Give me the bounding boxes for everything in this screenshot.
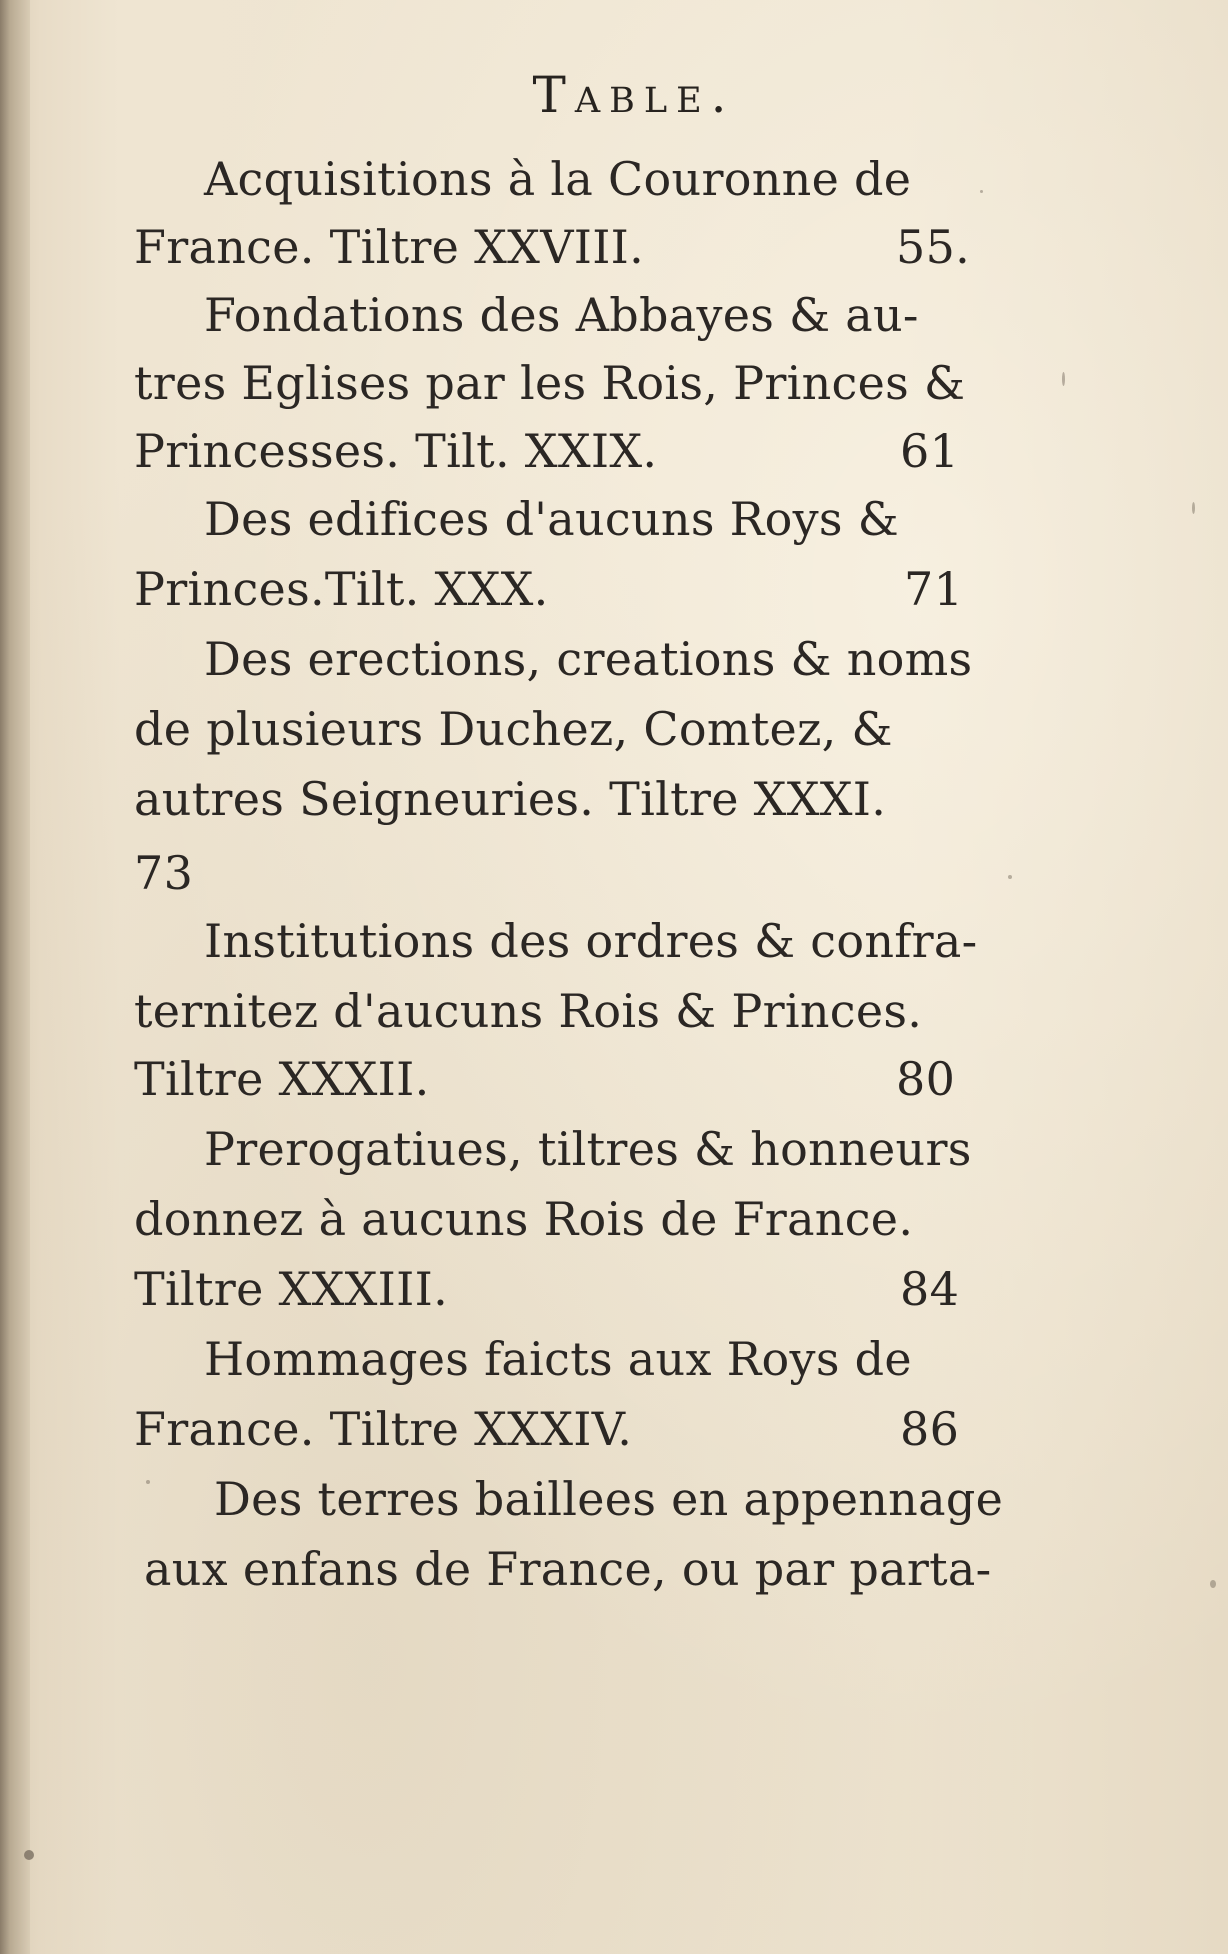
page-number: 71 xyxy=(904,562,964,616)
entry-line: aux enfans de France, ou par parta- xyxy=(144,1542,992,1596)
entry-line: ternitez d'aucuns Rois & Princes. xyxy=(134,984,923,1038)
entry-line: Des erections, creations & noms xyxy=(204,632,973,686)
entry-line xyxy=(134,1256,960,1322)
entry-line xyxy=(134,1046,956,1112)
paper-speck xyxy=(1008,875,1012,879)
entry-line: donnez à aucuns Rois de France. xyxy=(134,1192,914,1246)
page-number: 73 xyxy=(134,846,194,900)
entry-title-end: Princesses. Tilt. XXIX. xyxy=(134,424,658,478)
entry-line: Hommages faicts aux Roys de xyxy=(204,1332,912,1386)
entry-line: Acquisitions à la Couronne de xyxy=(204,152,912,206)
page-number: 84 xyxy=(900,1262,960,1316)
entry-line: tres Eglises par les Rois, Princes & xyxy=(134,356,966,410)
paper-speck xyxy=(1192,502,1195,514)
paper-speck xyxy=(1062,372,1065,386)
entry-title-end: France. Tiltre XXXIV. xyxy=(134,1402,633,1456)
page-title: Table. xyxy=(532,66,736,124)
entry-line: Prerogatiues, tiltres & honneurs xyxy=(204,1122,972,1176)
page-number: 86 xyxy=(900,1402,960,1456)
entry-title-end: France. Tiltre XXVIII. xyxy=(134,220,645,274)
entry-line: Des terres baillees en appennage xyxy=(214,1472,1004,1526)
entry-title-end: Princes.Tilt. XXX. xyxy=(134,562,549,616)
entry-line: de plusieurs Duchez, Comtez, & xyxy=(134,702,893,756)
paper-speck xyxy=(146,1480,150,1484)
page-number: 80 xyxy=(896,1052,956,1106)
entry-line xyxy=(134,1396,960,1462)
paper-speck xyxy=(1210,1580,1216,1588)
entry-line xyxy=(134,556,964,622)
entry-line xyxy=(134,418,960,484)
entry-title-end: Tiltre XXXII. xyxy=(134,1052,430,1106)
paper-speck xyxy=(24,1850,34,1860)
entry-line: autres Seigneuries. Tiltre XXXI. xyxy=(134,772,887,826)
entry-line: Fondations des Abbayes & au- xyxy=(204,288,919,342)
entry-title-end: Tiltre XXXIII. xyxy=(134,1262,449,1316)
paper-speck xyxy=(980,190,983,193)
entry-line: Institutions des ordres & confra- xyxy=(204,914,978,968)
page-number: 55. xyxy=(896,220,971,274)
page-gutter xyxy=(0,0,30,1954)
page-number: 61 xyxy=(900,424,960,478)
entry-line xyxy=(134,214,971,280)
entry-line: Des edifices d'aucuns Roys & xyxy=(204,492,899,546)
